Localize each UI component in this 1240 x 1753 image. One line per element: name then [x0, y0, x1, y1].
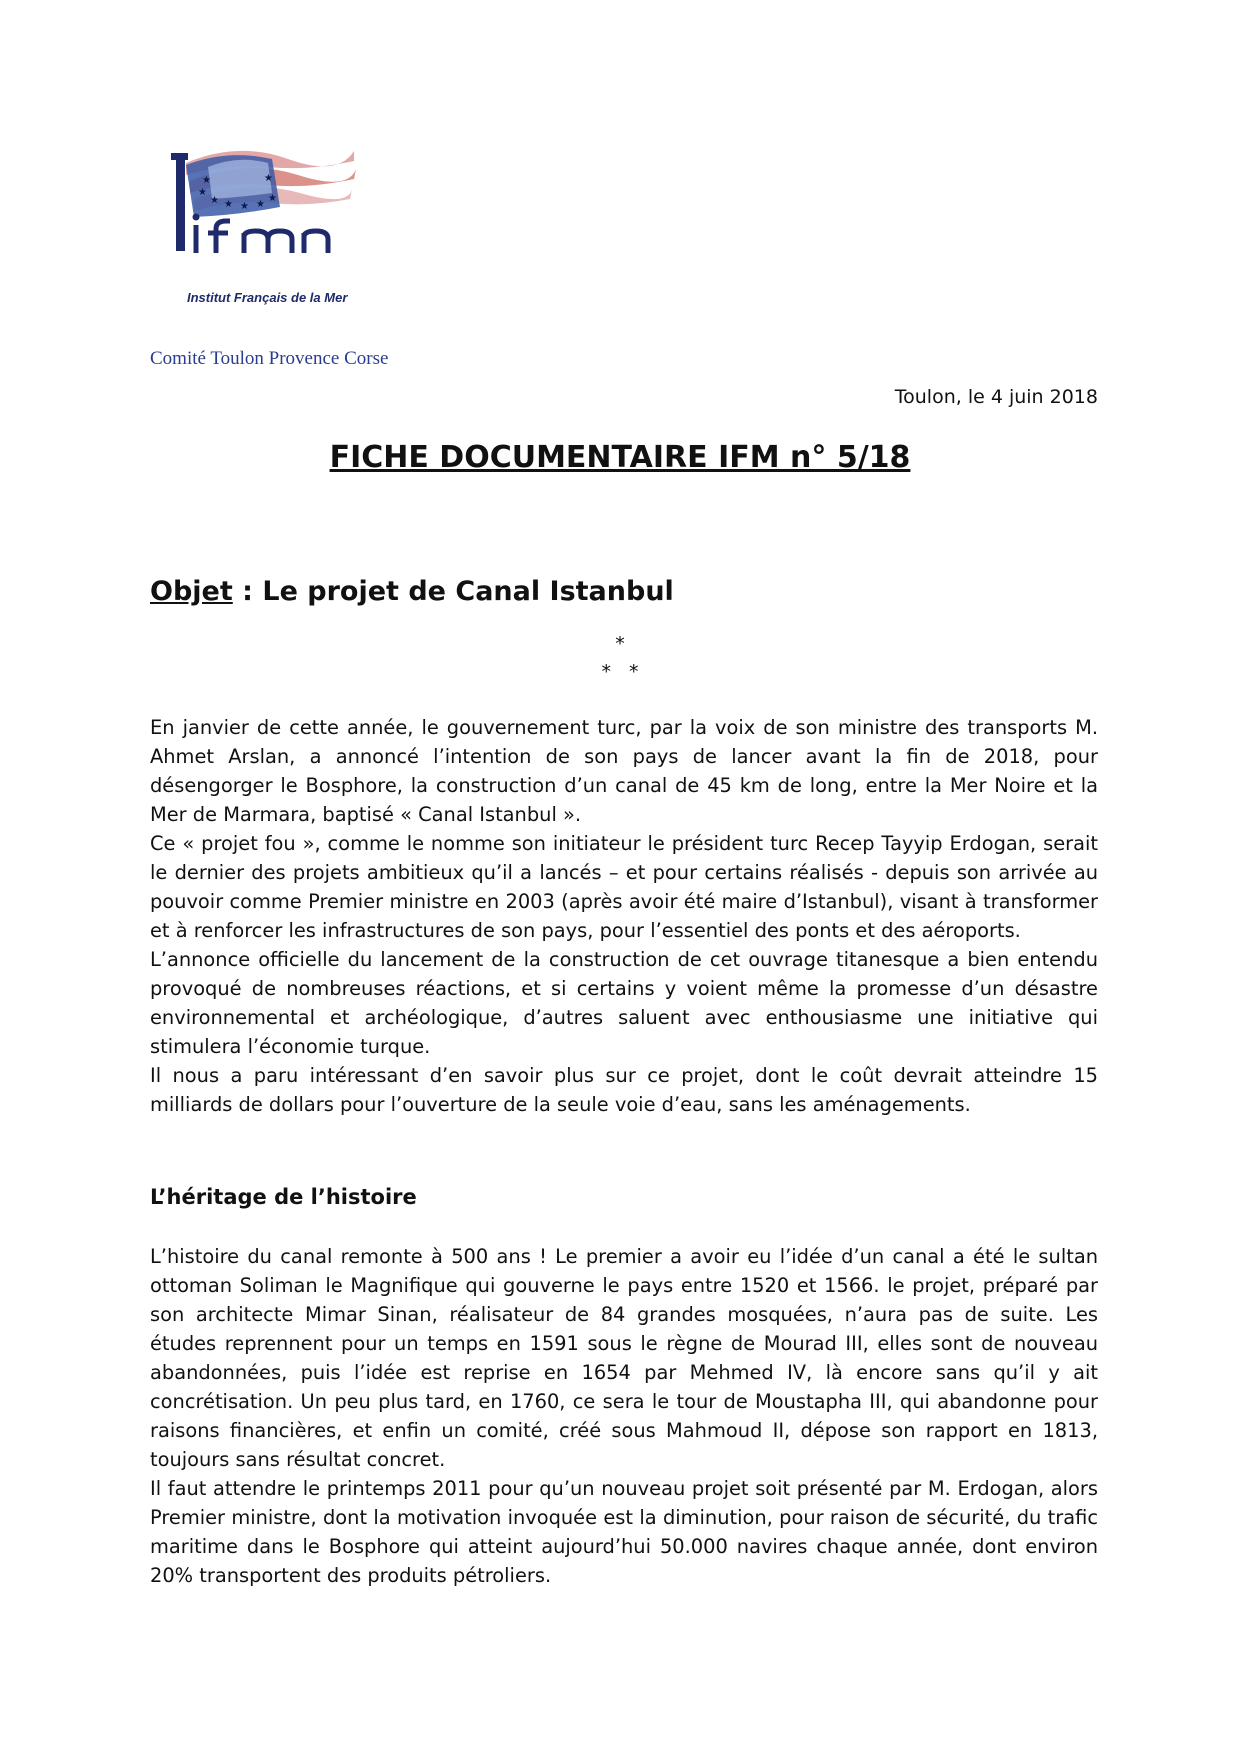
- paragraph: L’annonce officielle du lancement de la construction de cet ouvrage titanesque a bien entendu provoqué de nombreuses réactions, et si certains y voient même la promesse d’un désastre environnemental et archéologique, d’autres saluent avec enthousiasme une initiative qui stimulera l’économie turque.: [150, 948, 1098, 1058]
- section-text: [150, 1242, 1098, 1590]
- ifm-logo-icon: [168, 145, 358, 305]
- paragraph: Il nous a paru intéressant d’en savoir plus sur ce projet, dont le coût devrait atteindre 15 milliards de dollars pour l’ouverture de la seule voie d’eau, sans les aménagements.: [150, 1064, 1098, 1116]
- subject-line: [150, 576, 674, 607]
- svg-text:★: ★: [224, 199, 233, 210]
- section-heading: L’héritage de l’histoire: [150, 1185, 417, 1209]
- subject-label: Objet: [150, 576, 233, 607]
- star-separator-bottom: * *: [601, 661, 639, 683]
- intro-text: [150, 713, 1098, 1119]
- document-date: Toulon, le 4 juin 2018: [894, 386, 1098, 408]
- document-title: FICHE DOCUMENTAIRE IFM n° 5/18: [329, 440, 911, 475]
- svg-text:★: ★: [198, 187, 207, 198]
- svg-text:★: ★: [264, 173, 273, 184]
- star-separator: [0, 630, 1240, 686]
- svg-text:★: ★: [268, 193, 277, 204]
- logo-caption: Institut Français de la Mer: [187, 290, 348, 305]
- paragraph: En janvier de cette année, le gouvernement turc, par la voix de son ministre des transports M. Ahmet Arslan, a annoncé l’intention de son pays de lancer avant la fin de 2018, pour désengorger le Bosphore, la construction d’un canal de 45 km de long, entre la Mer Noire et la Mer de Marmara, baptisé « Canal Istanbul ».: [150, 716, 1098, 826]
- svg-text:★: ★: [202, 175, 211, 186]
- svg-text:★: ★: [256, 199, 265, 210]
- paragraph: Il faut attendre le printemps 2011 pour qu’un nouveau projet soit présenté par M. Erdogan, alors Premier ministre, dont la motivation invoquée est la diminution, pour raison de sécurité, du trafic maritime dans le Bosphore qui atteint aujourd’hui 50.000 navires chaque année, dont environ 20% transportent des produits pétroliers.: [150, 1477, 1098, 1587]
- subject-text: Le projet de Canal Istanbul: [262, 576, 674, 607]
- subject-separator: :: [232, 576, 263, 607]
- star-separator-top: *: [615, 633, 625, 655]
- svg-text:★: ★: [210, 195, 219, 206]
- committee-name: Comité Toulon Provence Corse: [150, 348, 389, 369]
- paragraph: Ce « projet fou », comme le nomme son initiateur le président turc Recep Tayyip Erdogan, serait le dernier des projets ambitieux qu’il a lancés – et pour certains réalisés - depuis son arrivée au pouvoir comme Premier ministre en 2003 (après avoir été maire d’Istanbul), visant à transformer et à renforcer les infrastructures de son pays, pour l’essentiel des ponts et des aéroports.: [150, 832, 1098, 942]
- paragraph: L’histoire du canal remonte à 500 ans ! Le premier a avoir eu l’idée d’un canal a été le sultan ottoman Soliman le Magnifique qui gouverne le pays entre 1520 et 1566. le projet, préparé par son architecte Mimar Sinan, réalisateur de 84 grandes mosquées, n’aura pas de suite. Les études reprennent pour un temps en 1591 sous le règne de Mourad III, elles sont de nouveau abandonnées, puis l’idée est reprise en 1654 par Mehmed IV, là encore sans qu’il y ait concrétisation. Un peu plus tard, en 1760, ce sera le tour de Moustapha III, qui abandonne pour raisons financières, et enfin un comité, créé sous Mahmoud II, dépose son rapport en 1813, toujours sans résultat concret.: [150, 1245, 1098, 1471]
- svg-text:★: ★: [240, 201, 249, 212]
